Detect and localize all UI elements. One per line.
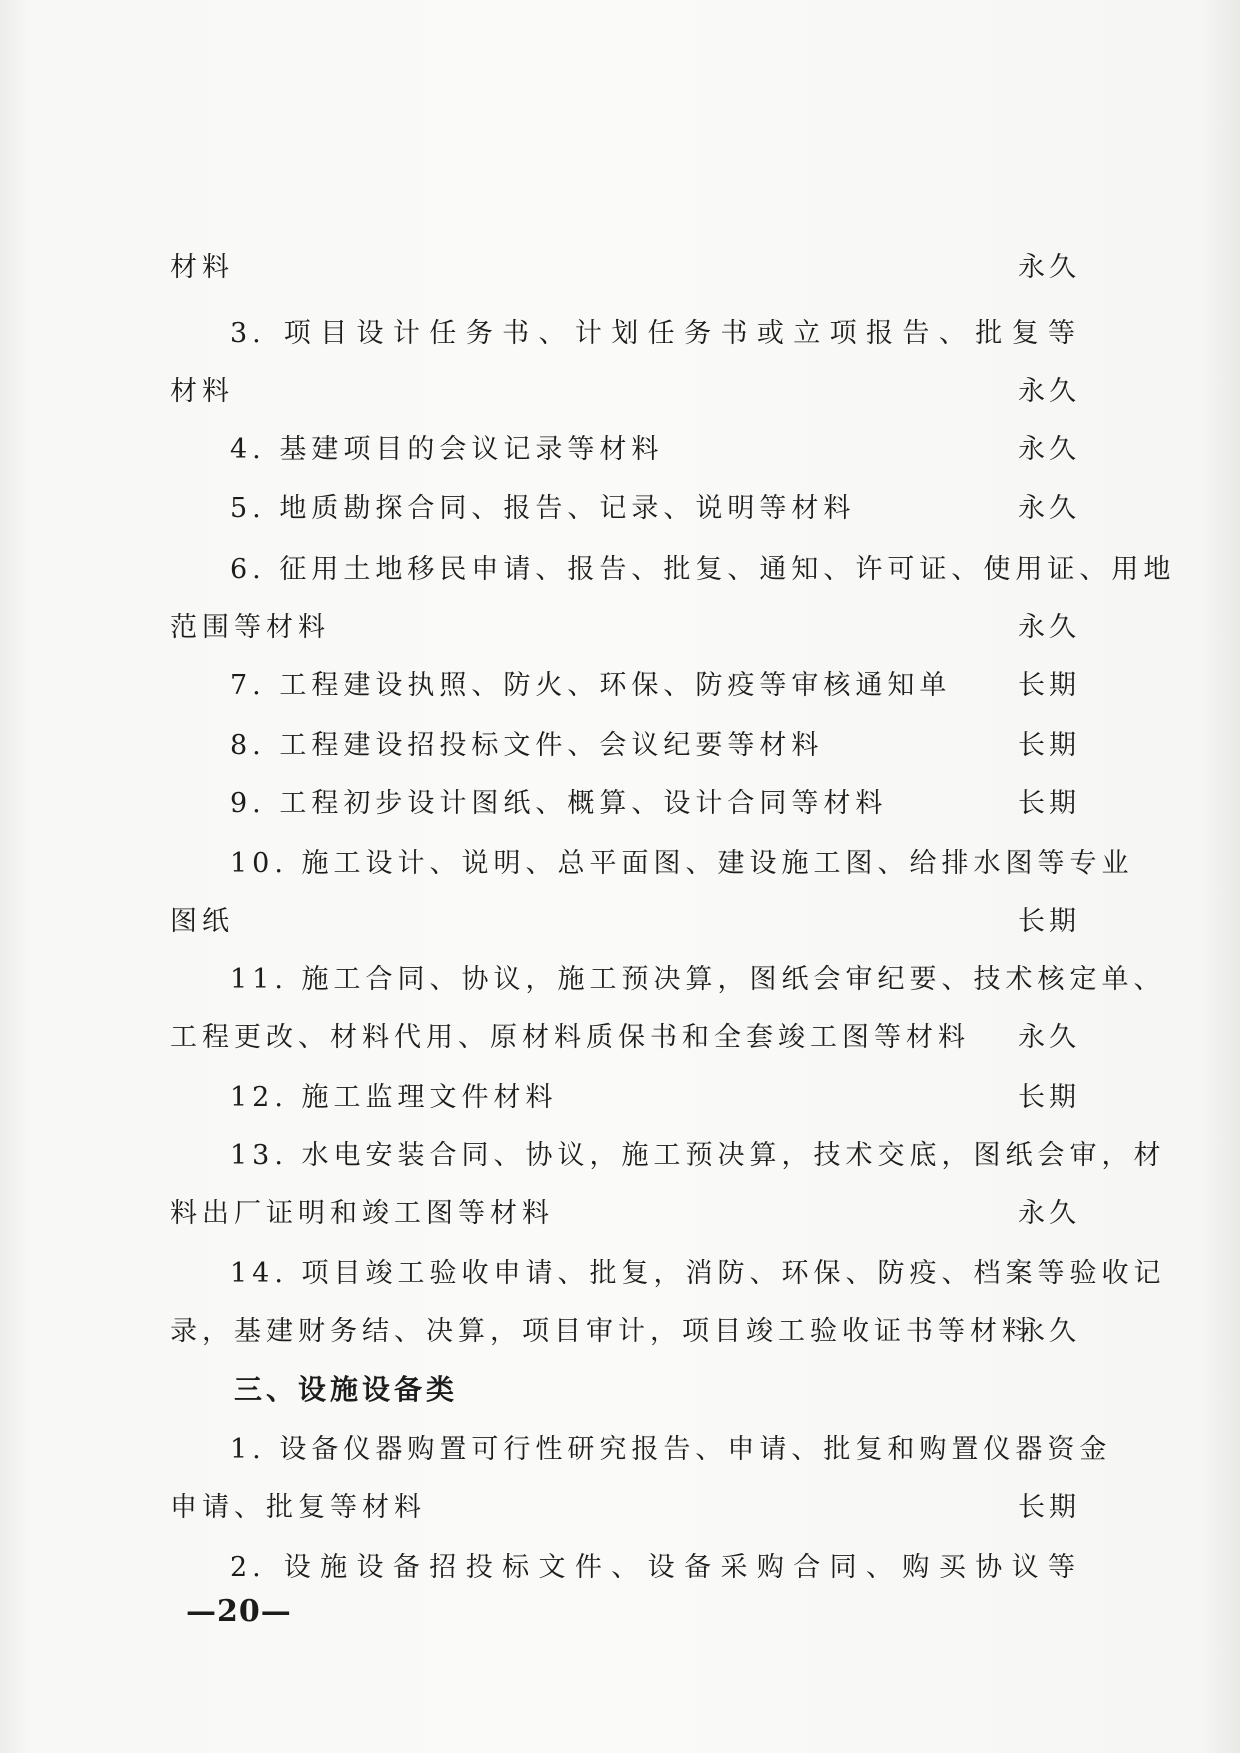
text-line-7: 范围等材料 bbox=[170, 612, 330, 643]
text-line-5: 5. 地质勘探合同、报告、记录、说明等材料 bbox=[230, 493, 856, 524]
retention-term-9: 长期 bbox=[1018, 730, 1080, 761]
retention-term-7: 永久 bbox=[1018, 612, 1080, 643]
retention-term-5: 永久 bbox=[1018, 493, 1080, 524]
retention-term-10: 长期 bbox=[1018, 788, 1080, 819]
text-line-18: 14. 项目竣工验收申请、批复，消防、环保、防疫、档案等验收记 bbox=[230, 1258, 1166, 1289]
text-line-2: 3. 项目设计任务书、计划任务书或立项报告、批复等 bbox=[230, 318, 1080, 349]
retention-term-22: 长期 bbox=[1018, 1492, 1080, 1523]
text-line-8: 7. 工程建设执照、防火、环保、防疫等审核通知单 bbox=[230, 670, 952, 701]
retention-term-15: 长期 bbox=[1018, 1082, 1080, 1113]
section-heading: 三、设施设备类 bbox=[234, 1373, 459, 1406]
text-line-11: 10. 施工设计、说明、总平面图、建设施工图、给排水图等专业 bbox=[230, 848, 1134, 879]
retention-term-14: 永久 bbox=[1018, 1022, 1080, 1053]
text-line-3: 材料 bbox=[170, 376, 234, 407]
text-line-12: 图纸 bbox=[170, 906, 234, 937]
retention-term-8: 长期 bbox=[1018, 670, 1080, 701]
text-line-6: 6. 征用土地移民申请、报告、批复、通知、许可证、使用证、用地 bbox=[230, 554, 1176, 585]
text-line-9: 8. 工程建设招投标文件、会议纪要等材料 bbox=[230, 730, 824, 761]
page-number: —20— bbox=[186, 1594, 292, 1629]
text-line-21: 1. 设备仪器购置可行性研究报告、申请、批复和购置仪器资金 bbox=[230, 1434, 1112, 1465]
retention-term-17: 永久 bbox=[1018, 1198, 1080, 1229]
retention-term-12: 长期 bbox=[1018, 906, 1080, 937]
text-line-19: 录，基建财务结、决算，项目审计，项目竣工验收证书等材料 bbox=[170, 1316, 1034, 1347]
text-line-14: 工程更改、材料代用、原材料质保书和全套竣工图等材料 bbox=[170, 1022, 970, 1053]
retention-term-1: 永久 bbox=[1018, 252, 1080, 283]
text-line-10: 9. 工程初步设计图纸、概算、设计合同等材料 bbox=[230, 788, 888, 819]
retention-term-4: 永久 bbox=[1018, 434, 1080, 465]
text-line-13: 11. 施工合同、协议，施工预决算，图纸会审纪要、技术核定单、 bbox=[230, 964, 1166, 995]
text-line-1: 材料 bbox=[170, 252, 234, 283]
text-line-23: 2. 设施设备招投标文件、设备采购合同、购买协议等 bbox=[230, 1552, 1080, 1583]
text-line-17: 料出厂证明和竣工图等材料 bbox=[170, 1198, 554, 1229]
retention-term-3: 永久 bbox=[1018, 376, 1080, 407]
text-line-15: 12. 施工监理文件材料 bbox=[230, 1082, 558, 1113]
text-line-4: 4. 基建项目的会议记录等材料 bbox=[230, 434, 664, 465]
text-line-22: 申请、批复等材料 bbox=[170, 1492, 426, 1523]
text-line-16: 13. 水电安装合同、协议，施工预决算，技术交底，图纸会审，材 bbox=[230, 1140, 1166, 1171]
retention-term-19: 永久 bbox=[1018, 1316, 1080, 1347]
